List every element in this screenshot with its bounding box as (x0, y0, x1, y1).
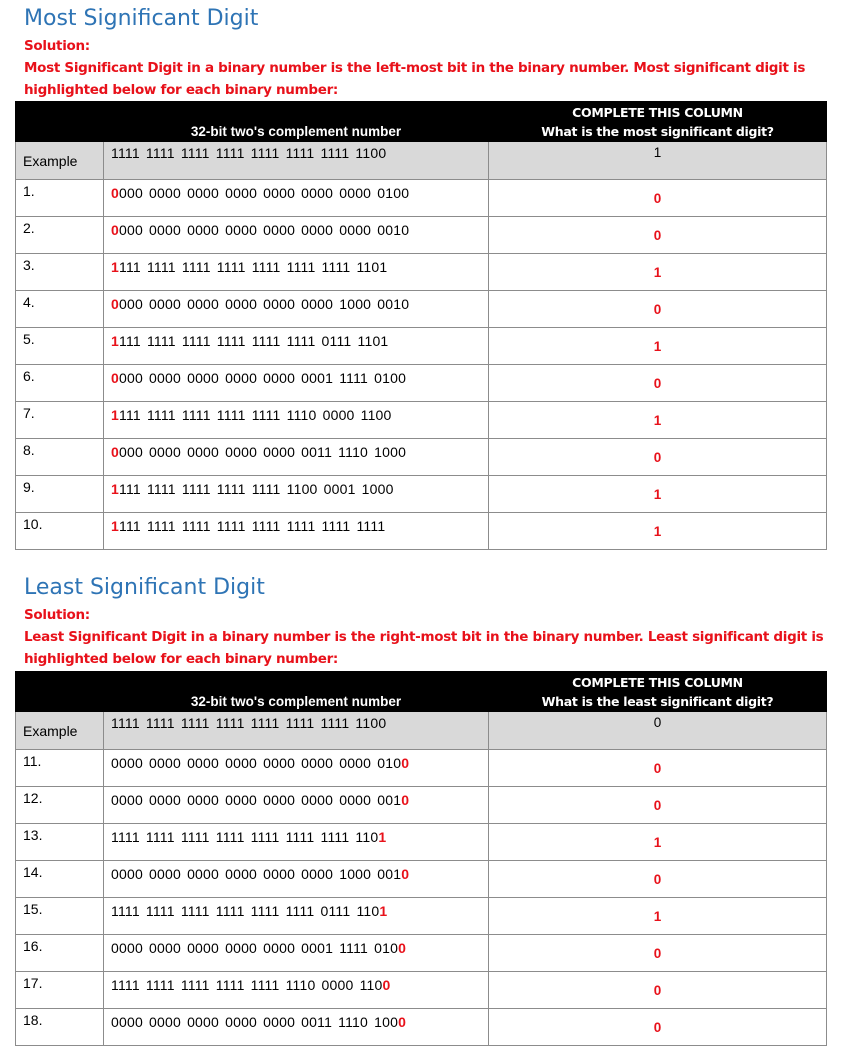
least-significant-bit: 0 (398, 940, 407, 956)
msd-description: Most Significant Digit in a binary number is the left-most bit in the binary number. Most significant digit is highlighted below for each binary number: (24, 60, 806, 98)
binary-value: 0000 0000 0000 0000 0000 0000 0000 0010 (104, 217, 489, 254)
answer-cell: 1 (489, 328, 827, 365)
lsd-example-binary: 1111 1111 1111 1111 1111 1111 1111 1100 (104, 712, 489, 750)
binary-value: 0000 0000 0000 0000 0000 0000 1000 0010 (104, 861, 489, 898)
msd-heading: Most Significant Digit (24, 6, 259, 31)
most-significant-bit: 1 (111, 481, 119, 497)
answer-cell: 0 (489, 439, 827, 476)
msd-header-binary: 32-bit two's complement number (104, 102, 489, 142)
answer-cell: 0 (489, 180, 827, 217)
binary-value: 0000 0000 0000 0000 0000 0000 1000 0010 (104, 291, 489, 328)
row-number: 17. (16, 972, 104, 1009)
row-number: 11. (16, 750, 104, 787)
binary-value: 1111 1111 1111 1111 1111 1111 0111 1101 (104, 328, 489, 365)
answer-cell: 1 (489, 513, 827, 550)
table-row (16, 750, 827, 787)
answer-cell: 0 (489, 217, 827, 254)
lsd-header-row (16, 672, 827, 712)
table-row (16, 439, 827, 476)
table-row (16, 328, 827, 365)
table-row (16, 291, 827, 328)
answer-cell: 0 (489, 861, 827, 898)
row-number: 1. (16, 180, 104, 217)
answer-cell: 1 (489, 402, 827, 439)
answer-cell: 1 (489, 898, 827, 935)
table-row (16, 972, 827, 1009)
least-significant-bit: 0 (401, 792, 410, 808)
most-significant-bit: 0 (111, 296, 119, 312)
binary-value: 1111 1111 1111 1111 1111 1111 1111 1101 (104, 254, 489, 291)
table-row (16, 861, 827, 898)
binary-value: 1111 1111 1111 1111 1111 1110 0000 1100 (104, 402, 489, 439)
lsd-header-blank (16, 672, 104, 712)
msd-example-row (16, 142, 827, 180)
table-row (16, 402, 827, 439)
table-row (16, 1009, 827, 1046)
table-row (16, 513, 827, 550)
most-significant-bit: 0 (111, 222, 119, 238)
binary-value: 1111 1111 1111 1111 1111 1111 0111 1101 (104, 898, 489, 935)
row-number: 16. (16, 935, 104, 972)
binary-value: 1111 1111 1111 1111 1111 1111 1111 1111 (104, 513, 489, 550)
binary-value: 0000 0000 0000 0000 0000 0000 0000 0100 (104, 180, 489, 217)
row-number: 14. (16, 861, 104, 898)
answer-cell: 0 (489, 750, 827, 787)
row-number: 8. (16, 439, 104, 476)
lsd-header-answer-line2: What is the least significant digit? (541, 693, 774, 709)
answer-cell: 1 (489, 824, 827, 861)
binary-value: 1111 1111 1111 1111 1111 1111 1111 1101 (104, 824, 489, 861)
most-significant-bit: 1 (111, 518, 119, 534)
binary-value: 0000 0000 0000 0000 0000 0000 0000 0010 (104, 787, 489, 824)
table-row (16, 476, 827, 513)
table-row (16, 180, 827, 217)
lsd-header-answer (489, 672, 827, 712)
msd-header-answer-line2: What is the most significant digit? (541, 123, 774, 139)
binary-value: 0000 0000 0000 0000 0000 0000 0000 0100 (104, 750, 489, 787)
table-row (16, 217, 827, 254)
row-number: 9. (16, 476, 104, 513)
binary-value: 1111 1111 1111 1111 1111 1110 0000 1100 (104, 972, 489, 1009)
msd-solution-label: Solution: (24, 38, 90, 54)
table-row (16, 365, 827, 402)
row-number: 13. (16, 824, 104, 861)
row-number: 3. (16, 254, 104, 291)
answer-cell: 0 (489, 1009, 827, 1046)
row-number: 4. (16, 291, 104, 328)
most-significant-bit: 1 (111, 333, 119, 349)
row-number: 18. (16, 1009, 104, 1046)
msd-example-label: Example (16, 142, 104, 180)
most-significant-bit: 0 (111, 370, 119, 386)
lsd-description: Least Significant Digit in a binary number is the right-most bit in the binary number. Least significant digit is highlighted below for each binary number: (24, 629, 824, 667)
most-significant-bit: 1 (111, 259, 119, 275)
lsd-example-label: Example (16, 712, 104, 750)
binary-value: 0000 0000 0000 0000 0000 0011 1110 1000 (104, 1009, 489, 1046)
table-row (16, 254, 827, 291)
answer-cell: 0 (489, 935, 827, 972)
row-number: 10. (16, 513, 104, 550)
msd-header-answer-line1: COMPLETE THIS COLUMN (572, 104, 743, 120)
lsd-example-answer: 0 (489, 712, 827, 750)
answer-cell: 1 (489, 476, 827, 513)
binary-value: 0000 0000 0000 0000 0000 0011 1110 1000 (104, 439, 489, 476)
binary-value: 1111 1111 1111 1111 1111 1100 0001 1000 (104, 476, 489, 513)
lsd-header-binary: 32-bit two's complement number (104, 672, 489, 712)
msd-example-binary: 1111 1111 1111 1111 1111 1111 1111 1100 (104, 142, 489, 180)
row-number: 6. (16, 365, 104, 402)
most-significant-bit: 0 (111, 185, 119, 201)
msd-header-blank (16, 102, 104, 142)
least-significant-bit: 1 (379, 903, 388, 919)
table-row (16, 824, 827, 861)
row-number: 5. (16, 328, 104, 365)
msd-header-row (16, 102, 827, 142)
row-number: 7. (16, 402, 104, 439)
binary-value: 0000 0000 0000 0000 0000 0001 1111 0100 (104, 935, 489, 972)
lsd-table (15, 671, 827, 1046)
row-number: 2. (16, 217, 104, 254)
lsd-example-row (16, 712, 827, 750)
lsd-header-answer-line1: COMPLETE THIS COLUMN (572, 674, 743, 690)
row-number: 12. (16, 787, 104, 824)
lsd-solution-label: Solution: (24, 607, 90, 623)
row-number: 15. (16, 898, 104, 935)
most-significant-bit: 1 (111, 407, 119, 423)
msd-table (15, 101, 827, 550)
table-row (16, 898, 827, 935)
least-significant-bit: 0 (401, 866, 410, 882)
least-significant-bit: 0 (398, 1014, 407, 1030)
answer-cell: 0 (489, 972, 827, 1009)
binary-value: 0000 0000 0000 0000 0000 0001 1111 0100 (104, 365, 489, 402)
least-significant-bit: 0 (401, 755, 410, 771)
least-significant-bit: 1 (378, 829, 387, 845)
answer-cell: 1 (489, 254, 827, 291)
table-row (16, 935, 827, 972)
answer-cell: 0 (489, 787, 827, 824)
msd-example-answer: 1 (489, 142, 827, 180)
answer-cell: 0 (489, 365, 827, 402)
lsd-heading: Least Significant Digit (24, 575, 265, 600)
most-significant-bit: 0 (111, 444, 119, 460)
least-significant-bit: 0 (382, 977, 391, 993)
table-row (16, 787, 827, 824)
answer-cell: 0 (489, 291, 827, 328)
msd-header-answer (489, 102, 827, 142)
